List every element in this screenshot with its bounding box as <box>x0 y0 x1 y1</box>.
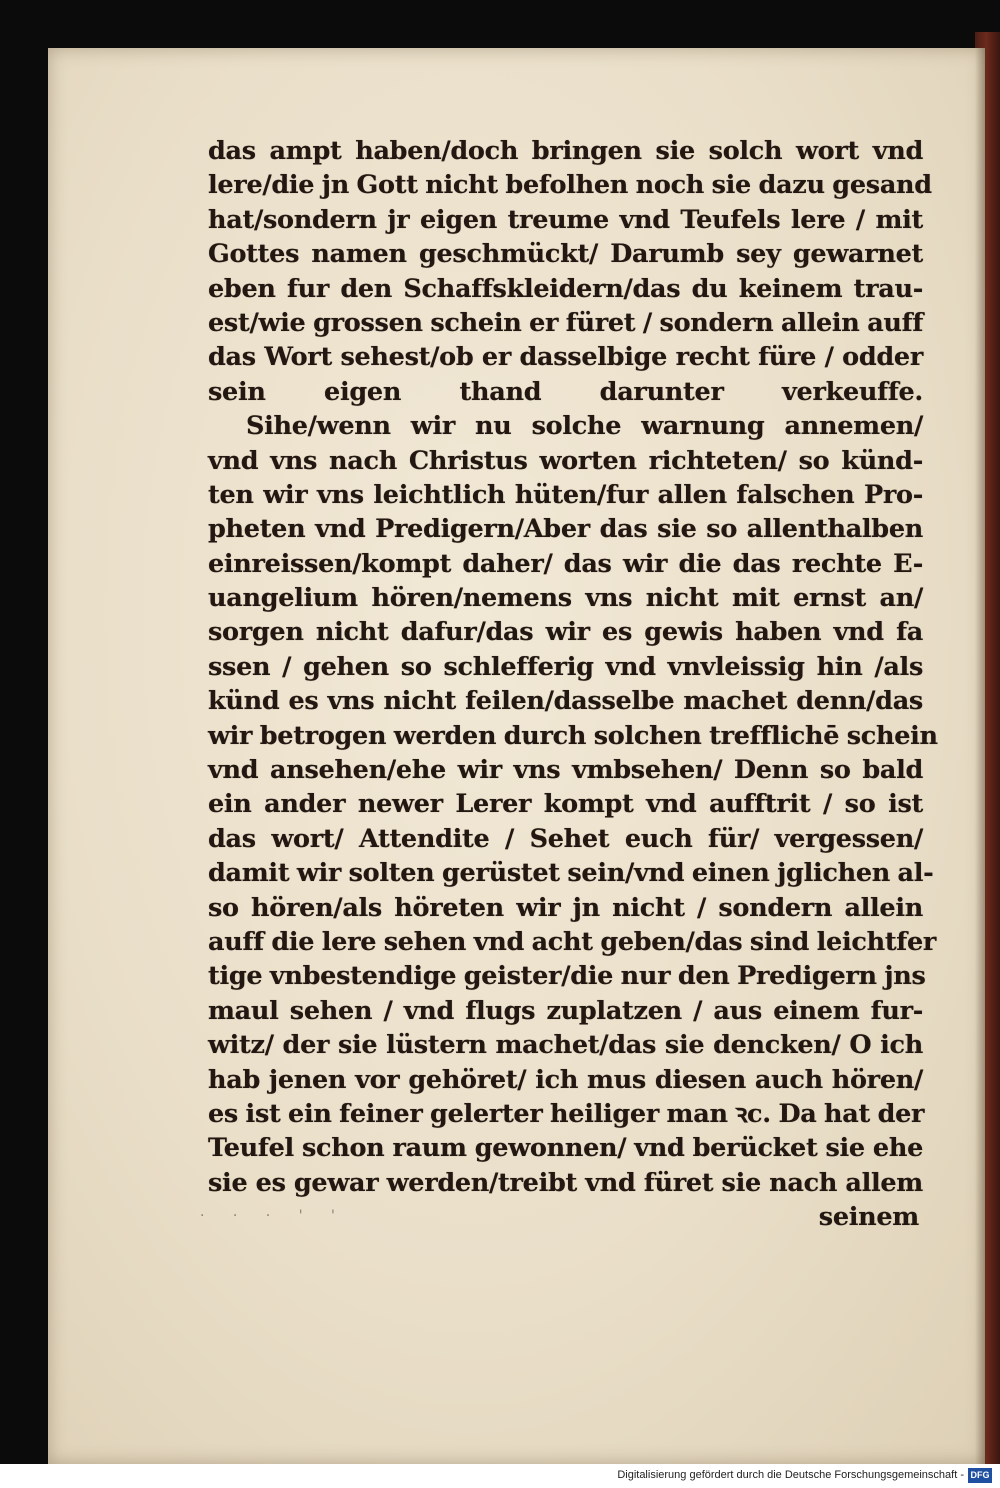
catchword: seinem <box>818 1202 919 1233</box>
text-line: vnd vns nach Christus worten richteten/ so künd- <box>208 445 923 476</box>
page-edge-shadow <box>975 48 985 1464</box>
text-line: wir betrogen werden durch solchen trefflichē schein <box>208 720 938 751</box>
text-line: das Wort sehest/ob er dasselbige recht füre / odder <box>208 342 923 373</box>
text-line: hab jenen vor gehöret/ ich mus diesen auch hören/ <box>208 1064 923 1095</box>
text-line: künd es vns nicht feilen/dasselbe machet denn/das <box>208 686 923 717</box>
text-line: witz/ der sie lüstern machet/das sie dencken/ O ich <box>208 1030 923 1061</box>
text-line: vnd ansehen/ehe wir vns vmbsehen/ Denn so bald <box>208 755 923 786</box>
text-line: ein ander newer Lerer kompt vnd aufftrit / so ist <box>208 789 923 820</box>
ink-specks: · · · ' ' <box>200 1208 347 1224</box>
text-line: uangelium hören/nemens vns nicht mit ernst an/ <box>208 583 923 614</box>
text-line: das ampt haben/doch bringen sie solch wort vnd <box>208 136 923 166</box>
text-line: ssen / gehen so schlefferig vnd vnvleissig hin /als <box>208 651 923 682</box>
text-line: Sihe/wenn wir nu solche warnung annemen/ <box>246 411 923 442</box>
text-block <box>208 134 938 1235</box>
text-line: Gottes namen geschmückt/ Darumb sey gewarnet <box>208 239 923 270</box>
text-line: damit wir solten gerüstet sein/vnd einen jglichen al- <box>208 858 934 889</box>
text-line: sie es gewar werden/treibt vnd füret sie nach allem <box>208 1167 923 1198</box>
dfg-logo-icon: DFG <box>968 1468 992 1483</box>
footer-credit: Digitalisierung gefördert durch die Deutsche Forschungsgemeinschaft - <box>617 1469 964 1481</box>
text-line: tige vnbestendige geister/die nur den Predigern jns <box>208 961 926 992</box>
text-line: ten wir vns leichtlich hüten/fur allen falschen Pro- <box>208 479 923 510</box>
text-line: lere/die jn Gott nicht befolhen noch sie dazu gesand <box>208 170 932 201</box>
text-line: sein eigen thand darunter verkeuffe. <box>208 376 923 407</box>
text-line: hat/sondern jr eigen treume vnd Teufels lere / mit <box>208 204 923 235</box>
text-line: das wort/ Attendite / Sehet euch für/ vergessen/ <box>208 823 923 854</box>
text-line: eben fur den Schaffskleidern/das du keinem trau- <box>208 273 923 304</box>
text-line: Teufel schon raum gewonnen/ vnd berücket sie ehe <box>208 1133 923 1164</box>
text-line: auff die lere sehen vnd acht geben/das sind leichtfer <box>208 926 937 957</box>
text-line: es ist ein feiner gelerter heiliger man ꝛc. Da hat der <box>208 1098 925 1129</box>
text-line: est/wie grossen schein er füret / sondern allein auff <box>208 307 923 338</box>
book-page <box>48 48 985 1464</box>
text-line: maul sehen / vnd flugs zuplatzen / aus einem fur- <box>208 995 923 1026</box>
footer-bar <box>0 1464 1000 1488</box>
text-line: so hören/als höreten wir jn nicht / sondern allein <box>208 892 923 923</box>
text-line: einreissen/kompt daher/ das wir die das rechte E- <box>208 548 923 579</box>
text-line: pheten vnd Predigern/Aber das sie so allenthalben <box>208 514 923 545</box>
text-line: sorgen nicht dafur/das wir es gewis haben vnd fa <box>208 617 923 648</box>
